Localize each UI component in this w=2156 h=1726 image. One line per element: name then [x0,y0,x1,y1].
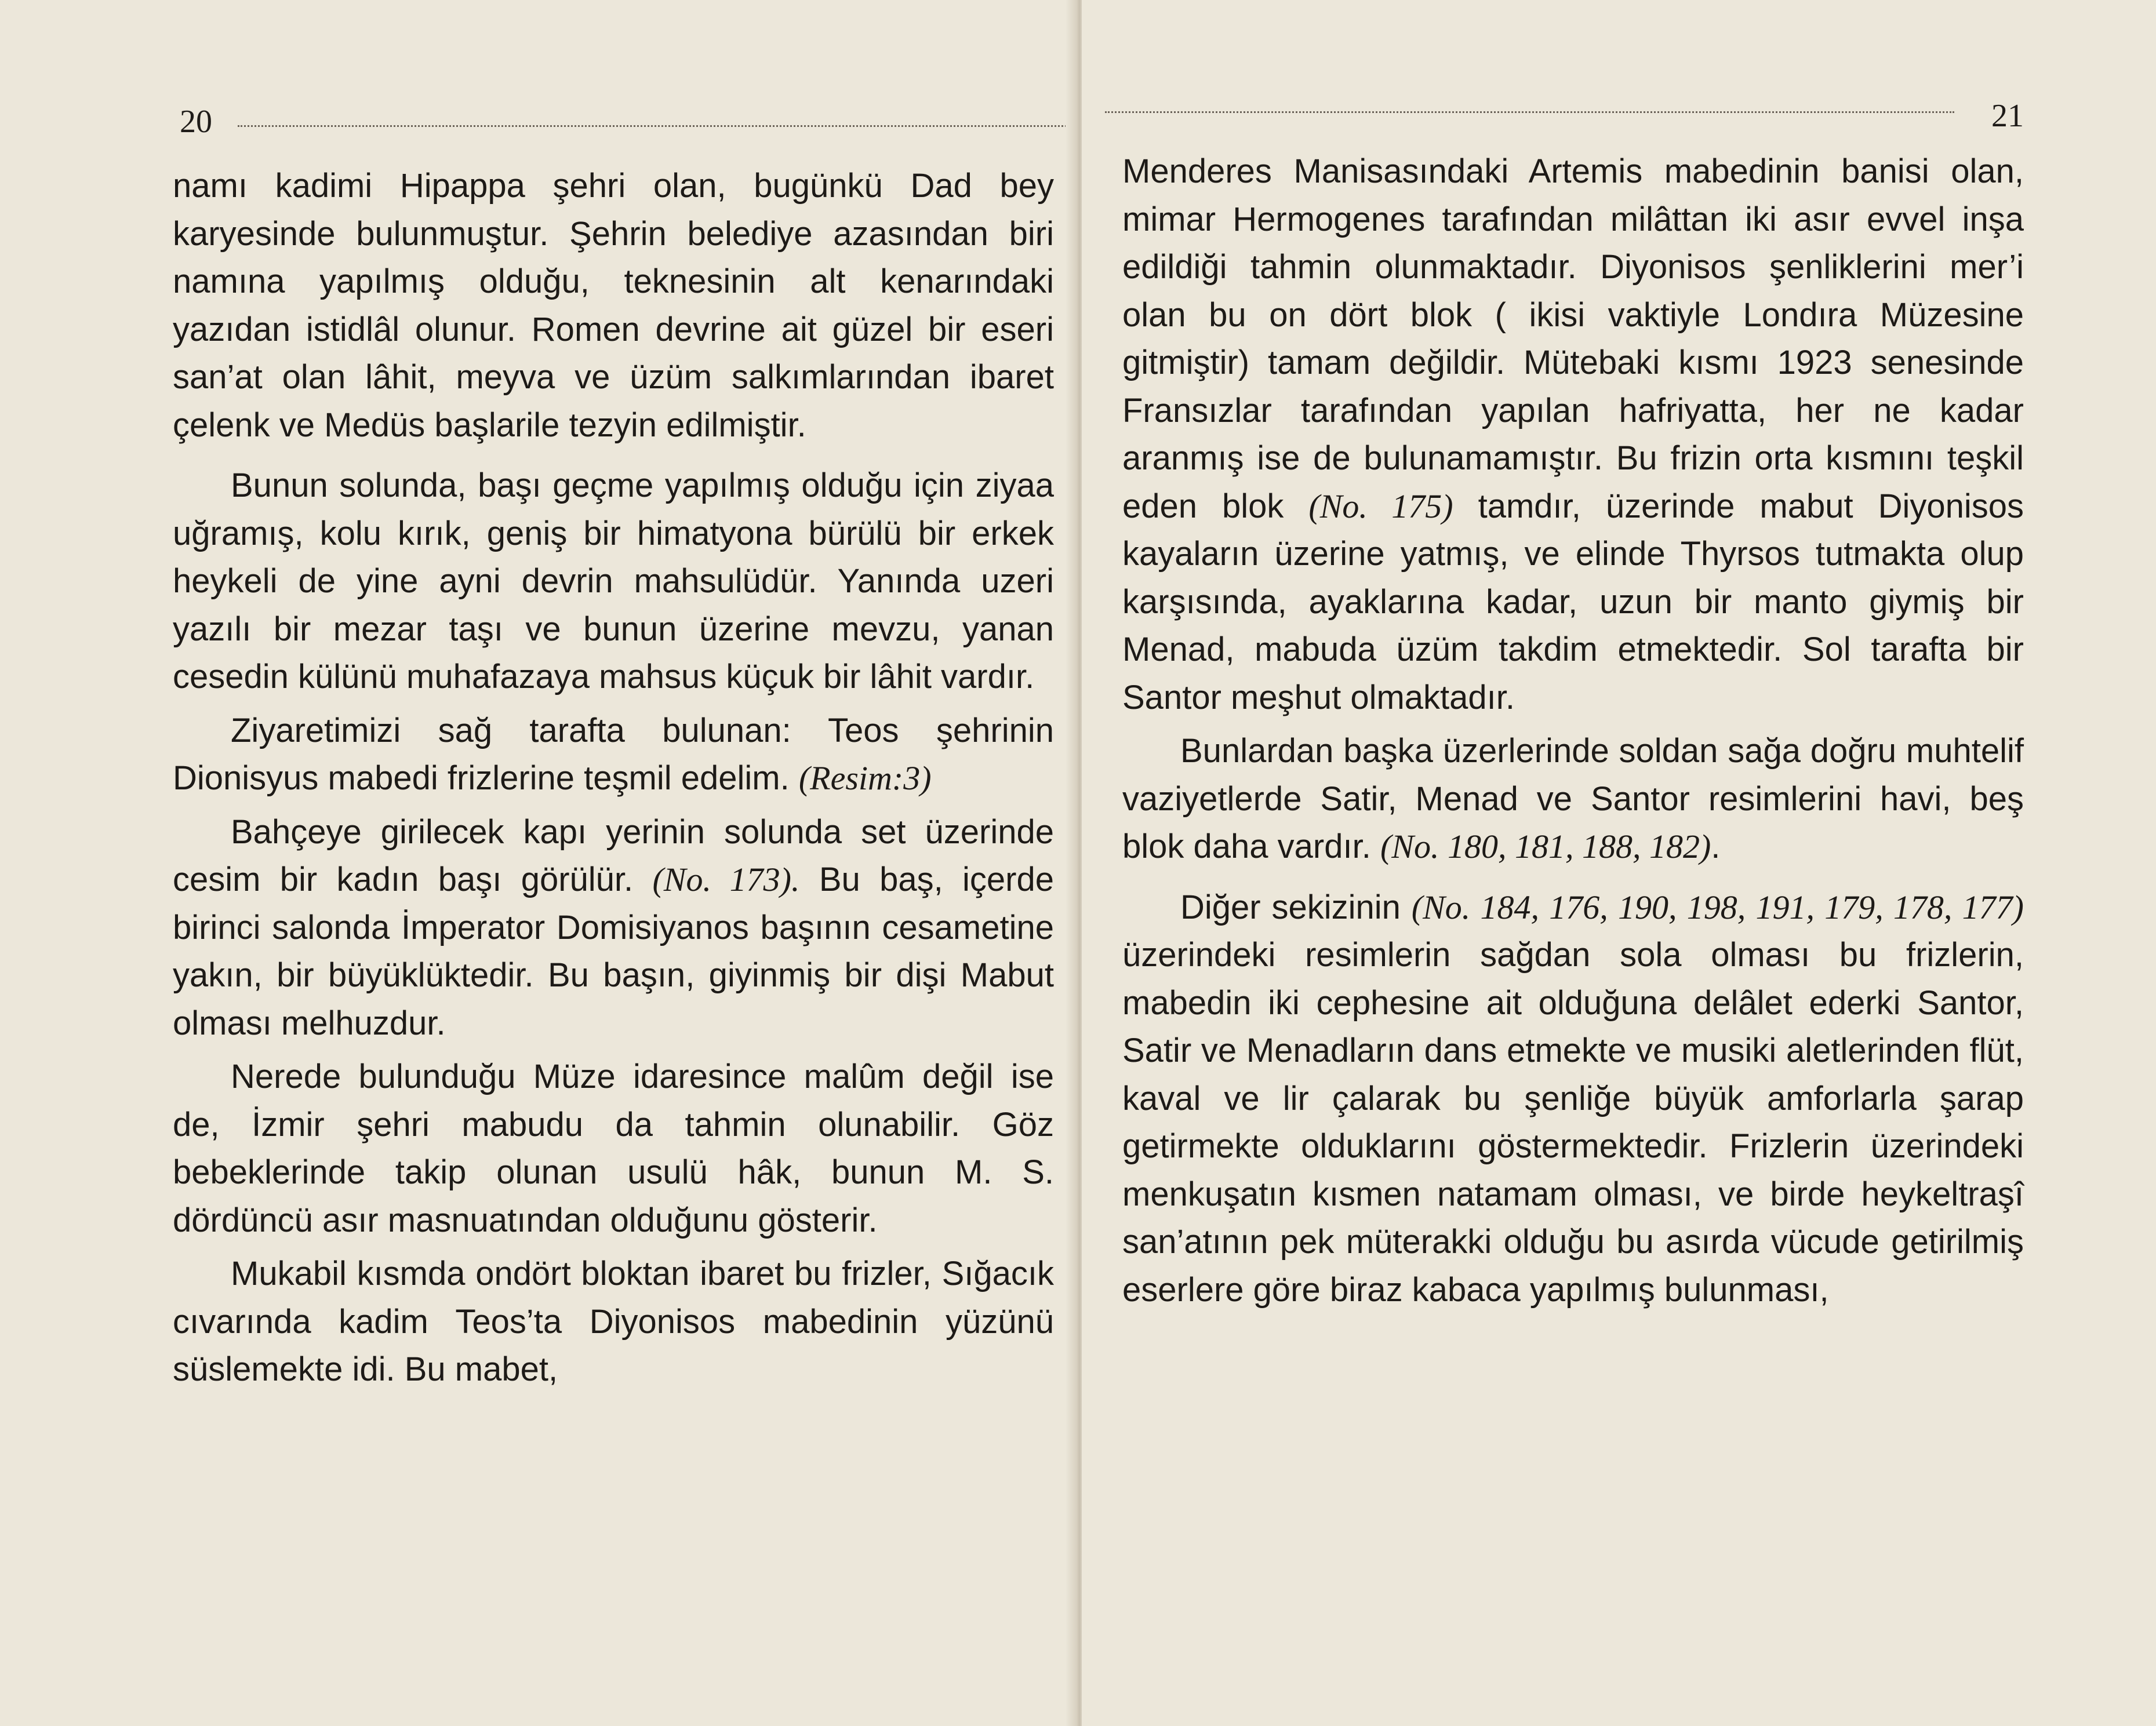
catalog-reference: (No. 180, 181, 188, 182) [1380,828,1711,865]
left-page [0,0,1077,1726]
text-run: Bunun solunda, başı geçme yapılmış olduğu için ziyaa uğramış, kolu kırık, geniş bir himatyona bürülü bir erkek heykeli de yine ayni devrin mahsulüdür. Yanında uzeri yazılı bir mezar taşı ve bunun üzerine mevzu, yanan cesedin külünü muhafazaya mahsus küçuk bir lâhit vardır. [173,467,1054,696]
paragraph [1122,884,2024,1314]
page-number: 21 [1991,98,2024,134]
figure-reference: (Resim:3) [798,759,932,797]
dotted-rule [1105,111,1954,113]
catalog-reference: (No. 173). [652,861,800,898]
text-run: Menderes Manisasındaki Artemis mabedinin banisi olan, mimar Hermogenes tarafından milâttan iki asır evvel inşa edildiği tahmin olunmaktadır. Diyonisos şenliklerini mer’i olan bu on dört blok ( ikisi vaktiyle Londıra Müzesine gitmiştir) tamam değildir. Mütebaki kısmı 1923 senesinde Fransızlar tarafından yapılan hafriyatta, her ne kadar aranmış ise de bulunamamıştır. Bu frizin orta kısmını teşkil eden blok [1122,152,2024,525]
paragraph [1122,727,2024,871]
catalog-reference: (No. 184, 176, 190, 198, 191, 179, 178, 177) [1411,888,2024,926]
right-page-text [1122,148,2024,1320]
paragraph [173,1250,1054,1394]
text-run: Mukabil kısmda ondört bloktan ibaret bu frizler, Sığacık cıvarında kadim Teos’ta Diyonisos mabedinin yüzünü süslemekte idi. Bu mabet, [173,1255,1054,1388]
text-run: Bahçeye girilecek kapı yerinin solunda set üzerinde cesim bir kadın başı görülür. [173,813,1054,898]
paragraph [1122,148,2024,722]
text-run: Diğer sekizinin [1180,888,1412,926]
paragraph [173,162,1054,449]
text-run: Nerede bulunduğu Müze idaresince malûm değil ise de, İzmir şehri mabudu da tahmin olunabilir. Göz bebeklerinde takip olunan usulü hâk, bunun M. S. dördüncü asır masnuatından olduğunu gösterir. [173,1058,1054,1239]
text-run: . [1711,828,1721,865]
text-run: tamdır, üzerinde mabut Diyonisos kayaların üzerine yatmış, ve elinde Thyrsos tutmakta olup karşısında, ayaklarına kadar, uzun bir manto giymiş bir Menad, mabuda üzüm takdim etmektedir. Sol tarafta bir Santor meşhut olmaktadır. [1122,487,2024,716]
paragraph [173,809,1054,1048]
paragraph [173,1053,1054,1244]
text-run: Bu baş, içerde birinci salonda İmperator Domisiyanos başının cesametine yakın, bir büyüklüktedir. Bu başın, giyinmiş bir dişi Mabut olması melhuzdur. [173,861,1054,1042]
paragraph [173,707,1054,803]
dotted-rule [238,125,1070,127]
catalog-reference: (No. 175) [1308,487,1453,525]
text-run: Ziyaretimizi sağ tarafta bulunan: Teos şehrinin Dionisyus mabedi frizlerine teşmil edelim. [173,711,1054,797]
right-page-header [1105,93,2024,134]
right-page [1082,0,2156,1726]
page-number: 20 [180,104,212,140]
left-page-text [173,162,1054,1400]
paragraph [173,462,1054,701]
text-run: üzerindeki resimlerin sağdan sola olması bu frizlerin, mabedin iki cephesine ait olduğuna delâlet ederki Santor, Satir ve Menadların dans etmekte ve musiki aletlerinden flüt, kaval ve lir çalarak bu şenliğe büyük amforlarla şarap getirmekte olduklarını göstermektedir. Frizlerin üzerindeki menkuşatın kısmen natamam olması, ve birde heykeltraşî san’atının pek müterakki olduğu bu asırda vücude getirilmiş eserlere göre biraz kabaca yapılmış bulunması, [1122,936,2024,1309]
text-run: Bunlardan başka üzerlerinde soldan sağa doğru muhtelif vaziyetlerde Satir, Menad ve Santor resimlerini havi, beş blok daha vardır. [1122,732,2024,865]
left-page-header [180,99,1070,140]
text-run: namı kadimi Hipappa şehri olan, bugünkü Dad bey karyesinde bulunmuştur. Şehrin belediye azasından biri namına yapılmış olduğu, teknesinin alt kenarındaki yazıdan istidlâl olunur. Romen devrine ait güzel bir eseri san’at olan lâhit, meyva ve üzüm salkımlarından ibaret çelenk ve Medüs başlarile tezyin edilmiştir. [173,167,1054,444]
